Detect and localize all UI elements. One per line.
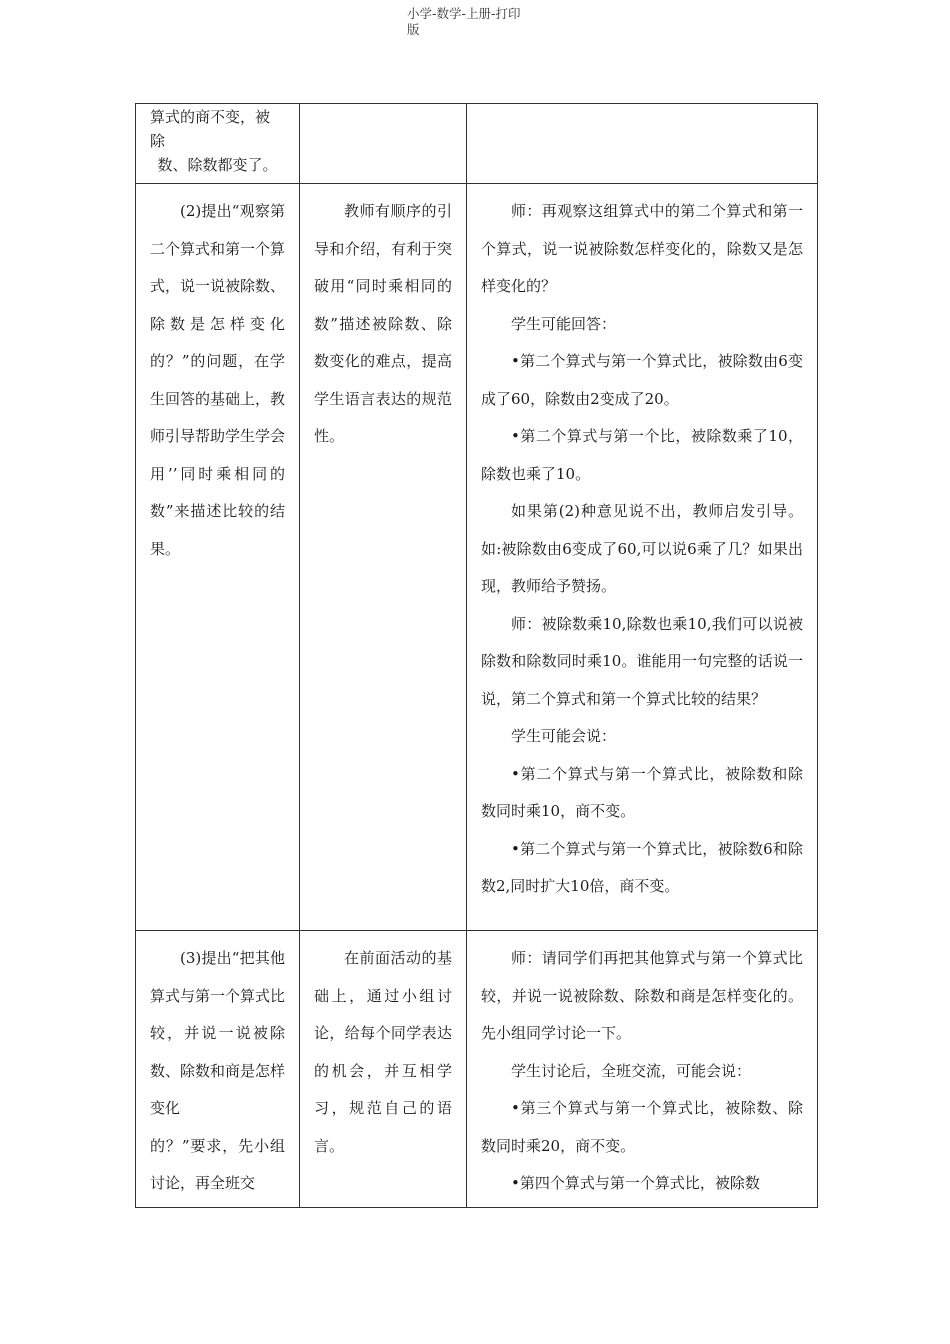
process-text: 学生讨论后，全班交流，可能会说：	[511, 1061, 752, 1080]
activity-text: (3)提出“把其他算式与第一个算式比较，并说一说被除数、除数和商是怎样变化	[150, 949, 286, 1117]
header-line-2: 版	[407, 22, 420, 37]
intent-text: 教师有顺序的引导和介绍，有利于突破用“同时乘相同的数”描述被除数、除数变化的难点，提高学生语言表达的规范性。	[314, 202, 452, 445]
process-text: •第二个算式与第一个算式比，被除数由6变成了60，除数由2变成了20。	[481, 352, 803, 408]
activity-text: 除	[150, 132, 166, 150]
process-cell	[467, 184, 818, 931]
page-header	[407, 6, 557, 38]
activity-text: 用’’同时乘相同的数”来描述比较的结果。	[150, 464, 285, 558]
table-row	[136, 931, 818, 1208]
process-text: 如果第(2)种意见说不出，教师启发引导。如:被除数由6变成了60,可以说6乘了几？如果出现，教师给予赞扬。	[481, 502, 803, 595]
intent-cell	[300, 104, 467, 184]
intent-cell	[300, 184, 467, 931]
process-text: 师：被除数乘10,除数也乘10,我们可以说被除数和除数同时乘10。谁能用一句完整的话说一说，第二个算式和第一个算式比较的结果？	[481, 614, 803, 708]
process-text: 学生可能回答：	[511, 314, 617, 333]
intent-text: 在前面活动的基础上，通过小组讨论，给每个同学表达的机会，并互相学习，规范自己的语言。	[314, 949, 452, 1155]
activity-text: 的？”要求，先小组讨论，再全班交	[150, 1136, 285, 1192]
process-text: 师：再观察这组算式中的第二个算式和第一个算式，说一说被除数怎样变化的，除数又是怎样变化的？	[481, 202, 803, 295]
process-text: •第二个算式与第一个比，被除数乘了10，除数也乘了10。	[481, 427, 803, 483]
table-row	[136, 184, 818, 931]
process-cell	[467, 104, 818, 184]
process-text: •第二个算式与第一个算式比，被除数和除数同时乘10，商不变。	[481, 764, 803, 820]
activity-cell	[136, 104, 300, 184]
activity-cell	[136, 931, 300, 1208]
intent-cell	[300, 931, 467, 1208]
activity-text: 算式的商不变，被	[150, 108, 271, 126]
activity-cell	[136, 184, 300, 931]
process-text: 师：请同学们再把其他算式与第一个算式比较，并说一说被除数、除数和商是怎样变化的。先小组同学讨论一下。	[481, 949, 803, 1042]
activity-text: (2)提出“观察第二个算式和第一个算式，说一说被除数、除数是怎样变化的？”的问题，在学生回答的基础上，教师引导帮助学生学会	[150, 202, 286, 445]
process-text: •第二个算式与第一个算式比，被除数6和除数2,同时扩大10倍，商不变。	[481, 839, 803, 895]
process-text: •第三个算式与第一个算式比，被除数、除数同时乘20，商不变。	[481, 1099, 803, 1155]
table-row	[136, 104, 818, 184]
header-line-1: 小学-数学-上册-打印	[407, 6, 521, 21]
process-text: 学生可能会说：	[511, 727, 617, 745]
activity-text: 数、除数都变了。	[157, 156, 278, 174]
process-cell	[467, 931, 818, 1208]
process-text: •第四个算式与第一个算式比，被除数	[511, 1174, 760, 1192]
lesson-plan-table	[135, 103, 818, 1208]
